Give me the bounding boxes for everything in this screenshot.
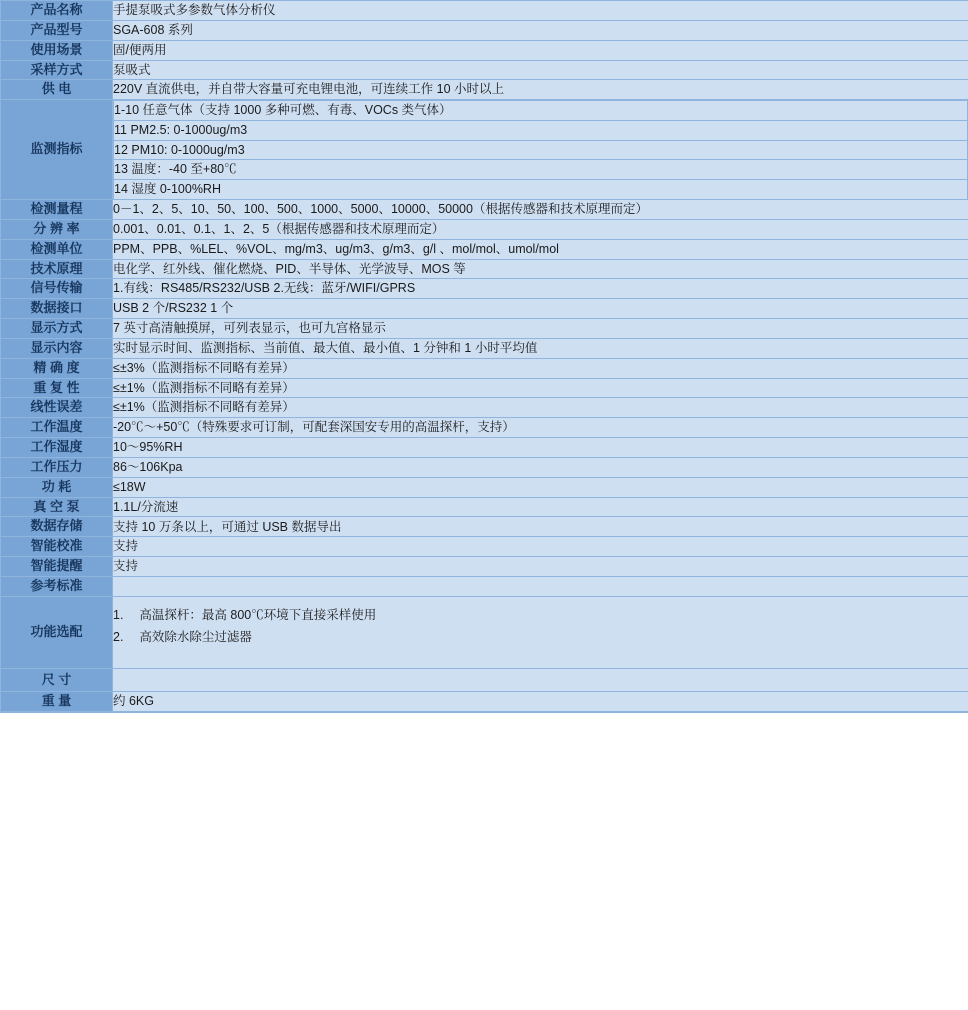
row-label: 检测量程: [1, 199, 113, 219]
row-label: 数据存储: [1, 517, 113, 537]
row-label: 真 空 泵: [1, 497, 113, 517]
row-label: [1, 712, 113, 713]
row-label: 信号传输: [1, 279, 113, 299]
list-item: 14 湿度 0-100%RH: [114, 180, 968, 199]
row-label: 工作湿度: [1, 438, 113, 458]
row-value: 泵吸式: [113, 60, 968, 80]
row-value: ≤±1%（监测指标不同略有差异）: [113, 378, 968, 398]
row-value: [113, 577, 968, 597]
table-row: [1, 319, 968, 339]
row-value: 1.有线：RS485/RS232/USB 2.无线：蓝牙/WIFI/GPRS: [113, 279, 968, 299]
row-value: -20℃～+50℃（特殊要求可订制，可配套深国安专用的高温探杆，支持）: [113, 418, 968, 438]
row-value: 1.1L/分流速: [113, 497, 968, 517]
row-label: 重 复 性: [1, 378, 113, 398]
row-label: 供 电: [1, 80, 113, 100]
table-row: [1, 358, 968, 378]
table-row: [1, 338, 968, 358]
row-value: USB 2 个/RS232 1 个: [113, 299, 968, 319]
row-label: 监测指标: [1, 100, 113, 200]
row-label: 智能校准: [1, 537, 113, 557]
row-label: 参考标准: [1, 577, 113, 597]
row-label: 重 量: [1, 692, 113, 712]
monitoring-indicator-list: [113, 100, 968, 199]
table-row: [1, 537, 968, 557]
table-row-monitoring-indicators: [1, 100, 968, 200]
row-value: 0－1、2、5、10、50、100、500、1000、5000、10000、50000（根据传感器和技术原理而定）: [113, 199, 968, 219]
table-row: [1, 438, 968, 458]
list-item: 2. 高效除水除尘过滤器: [113, 630, 252, 645]
row-value: SGA-608 系列: [113, 20, 968, 40]
row-label: 功 耗: [1, 477, 113, 497]
table-row: [1, 712, 968, 713]
row-value: ≤±3%（监测指标不同略有差异）: [113, 358, 968, 378]
list-item: 1-10 任意气体（支持 1000 多种可燃、有毒、VOCs 类气体）: [114, 101, 968, 121]
table-row: [1, 20, 968, 40]
row-value: 实时显示时间、监测指标、当前值、最大值、最小值、1 分钟和 1 小时平均值: [113, 338, 968, 358]
row-value: ≤±1%（监测指标不同略有差异）: [113, 398, 968, 418]
row-value: 支持: [113, 557, 968, 577]
table-row: [1, 517, 968, 537]
spec-table-body: [1, 1, 968, 713]
row-value: [113, 100, 968, 200]
table-row: [1, 692, 968, 712]
row-label: 功能选配: [1, 596, 113, 669]
row-label: 显示方式: [1, 319, 113, 339]
row-label: 显示内容: [1, 338, 113, 358]
row-value: 220V 直流供电，并自带大容量可充电锂电池，可连续工作 10 小时以上: [113, 80, 968, 100]
table-row: [1, 378, 968, 398]
table-row: [1, 259, 968, 279]
table-row: [1, 219, 968, 239]
table-row: [1, 477, 968, 497]
list-item: 1. 高温探杆：最高 800℃环境下直接采样使用: [113, 608, 377, 623]
row-value: 电化学、红外线、催化燃烧、PID、半导体、光学波导、MOS 等: [113, 259, 968, 279]
row-label: 使用场景: [1, 40, 113, 60]
row-value: PPM、PPB、%LEL、%VOL、mg/m3、ug/m3、g/m3、g/l 、mol/mol、umol/mol: [113, 239, 968, 259]
table-row: [1, 279, 968, 299]
list-item: 11 PM2.5: 0-1000ug/m3: [114, 120, 968, 140]
row-label: 工作压力: [1, 457, 113, 477]
row-value: [113, 712, 968, 713]
row-label: 工作温度: [1, 418, 113, 438]
row-label: 检测单位: [1, 239, 113, 259]
row-value: 约 6KG: [113, 692, 968, 712]
row-label: 线性误差: [1, 398, 113, 418]
table-row: [1, 398, 968, 418]
row-value: 7 英寸高清触摸屏，可列表显示，也可九宫格显示: [113, 319, 968, 339]
row-value: 支持 10 万条以上，可通过 USB 数据导出: [113, 517, 968, 537]
list-item: 12 PM10: 0-1000ug/m3: [114, 140, 968, 160]
row-value: [113, 669, 968, 692]
list-item: [113, 657, 968, 660]
row-label: 精 确 度: [1, 358, 113, 378]
row-value: 支持: [113, 537, 968, 557]
table-row: [1, 1, 968, 21]
row-value: ≤18W: [113, 477, 968, 497]
row-label: 技术原理: [1, 259, 113, 279]
list-item: 13 温度：-40 至+80℃: [114, 160, 968, 180]
table-row: [1, 577, 968, 597]
list-item: [113, 680, 968, 683]
row-label: 采样方式: [1, 60, 113, 80]
table-row: [1, 497, 968, 517]
table-row: [1, 80, 968, 100]
row-value: 固/便两用: [113, 40, 968, 60]
row-label: 产品型号: [1, 20, 113, 40]
row-value: 10～95%RH: [113, 438, 968, 458]
row-label: 数据接口: [1, 299, 113, 319]
table-row: [1, 60, 968, 80]
table-row: [1, 418, 968, 438]
row-label: 分 辨 率: [1, 219, 113, 239]
row-label: 产品名称: [1, 1, 113, 21]
row-label: 尺 寸: [1, 669, 113, 692]
row-value: [113, 596, 968, 669]
row-value: 手提泵吸式多参数气体分析仪: [113, 1, 968, 21]
row-label: 智能提醒: [1, 557, 113, 577]
table-row: [1, 40, 968, 60]
row-value: 86～106Kpa: [113, 457, 968, 477]
table-row: [1, 199, 968, 219]
table-row: [1, 457, 968, 477]
table-row: [1, 239, 968, 259]
table-row: [1, 299, 968, 319]
table-row-optional-functions: [1, 669, 968, 692]
table-row: [1, 557, 968, 577]
row-value: 0.001、0.01、0.1、1、2、5（根据传感器和技术原理而定）: [113, 219, 968, 239]
table-row-reference-standards: [1, 596, 968, 669]
